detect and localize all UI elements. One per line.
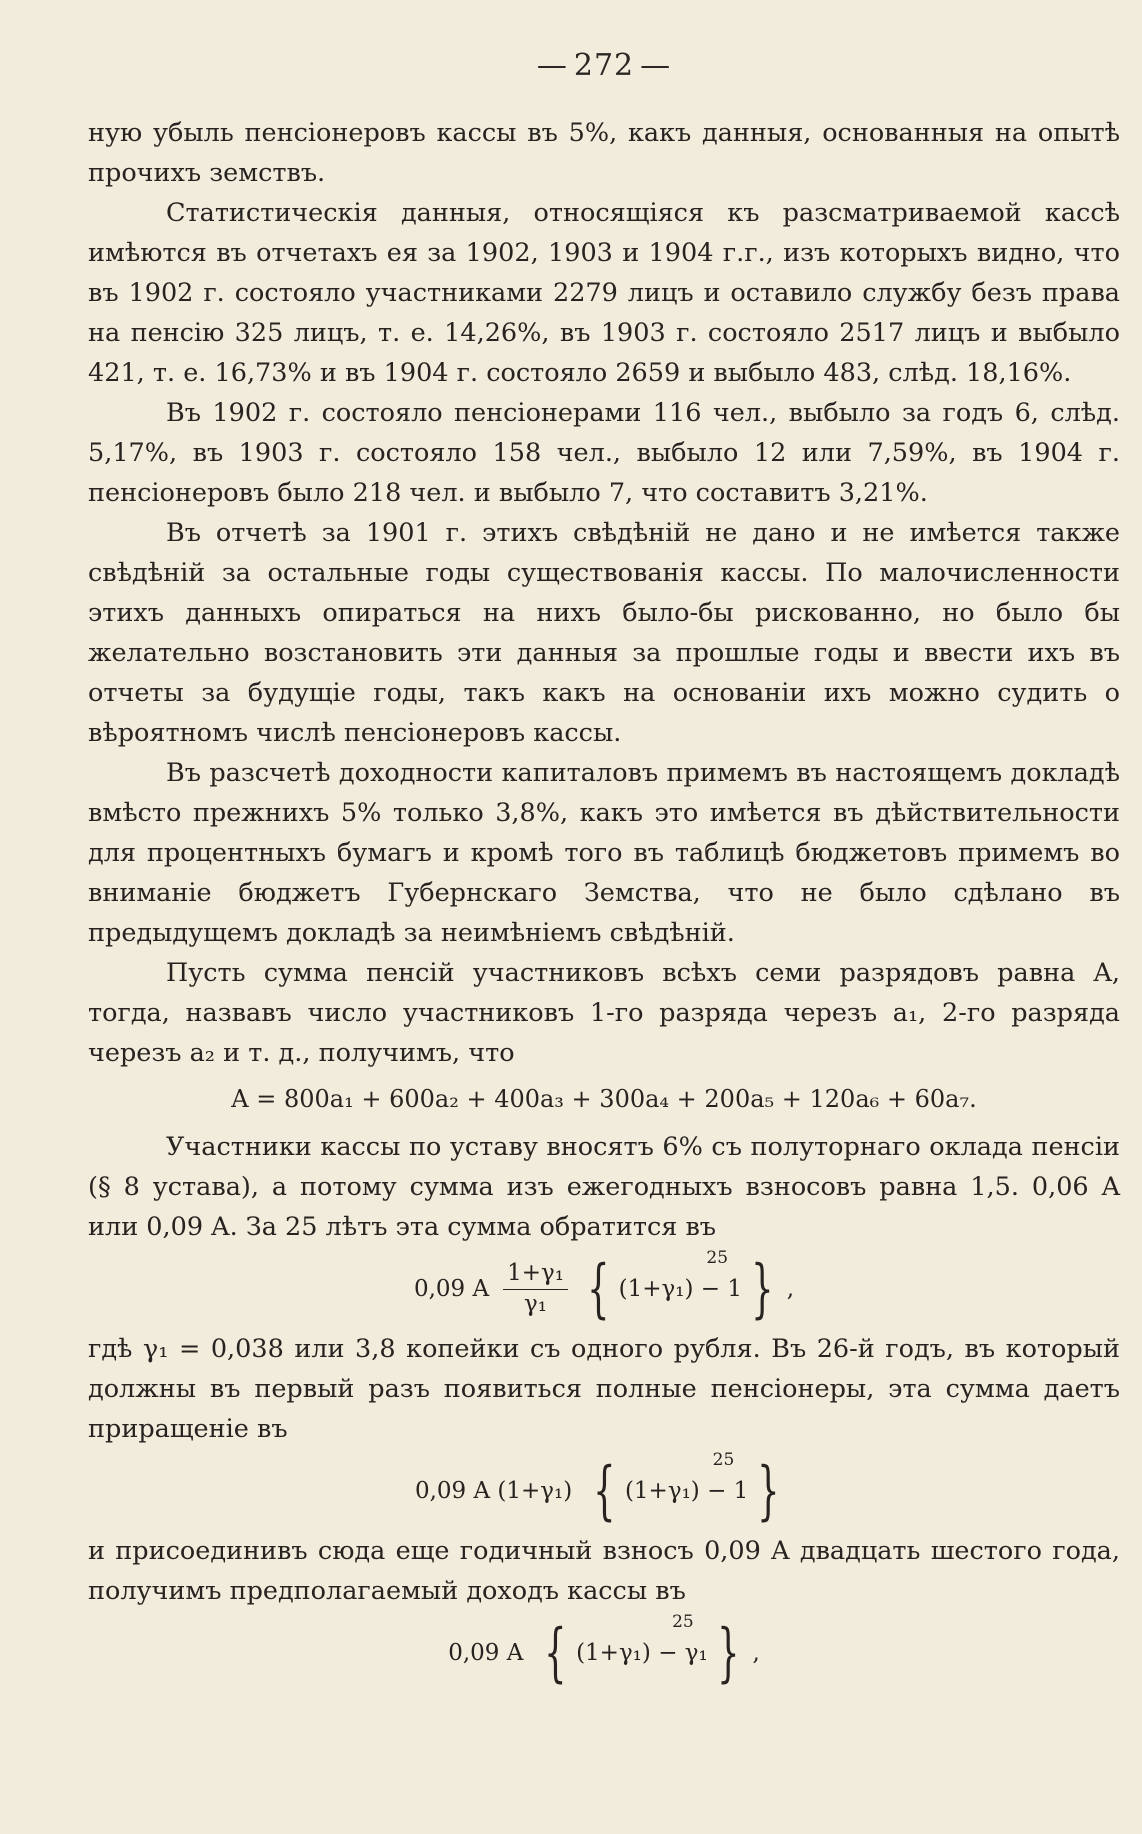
formula4-brace-group bbox=[535, 1612, 748, 1690]
formula4-inner bbox=[576, 1612, 708, 1666]
right-brace: } bbox=[751, 1252, 774, 1326]
formula2-coef: 0,09 A bbox=[413, 1276, 490, 1302]
formula-increment bbox=[88, 1450, 1120, 1528]
formula3-coef: 0,09 A (1+γ₁) bbox=[414, 1478, 573, 1504]
paragraph-1: ную убыль пенсіонеровъ кассы въ 5%, какъ данныя, основанныя на опытѣ прочихъ земствъ. bbox=[88, 118, 1120, 188]
paragraph-5: Въ разсчетѣ доходности капиталовъ примемъ въ настоящемъ докладѣ вмѣсто прежнихъ 5% только 3,8%, какъ это имѣется въ дѣйствительности для процентныхъ бумагъ и кромѣ того въ таблицѣ бюджетовъ примемъ во вниманіе бюджетъ Губернскаго Земства, что не было сдѣлано въ предыдущемъ докладѣ за неимѣніемъ свѣдѣній. bbox=[88, 758, 1120, 948]
formula-expected-income bbox=[88, 1612, 1120, 1690]
paragraph-2: Статистическія данныя, относящіяся къ разсматриваемой кассѣ имѣются въ отчетахъ ея за 1902, 1903 и 1904 г.г., изъ которыхъ видно, что въ 1902 г. состояло участниками 2279 лицъ и оставило службу безъ права на пенсію 325 лицъ, т. е. 14,26%, въ 1903 г. состояло 2517 лицъ и выбыло 421, т. е. 16,73% и въ 1904 г. состояло 2659 и выбыло 483, слѣд. 18,16%. bbox=[88, 198, 1120, 388]
formula3-inner bbox=[624, 1450, 749, 1504]
folio-dash-right: — bbox=[640, 48, 672, 83]
formula2-fraction bbox=[503, 1261, 568, 1317]
page-number-value: 272 bbox=[573, 48, 635, 83]
paragraph-6: Пусть сумма пенсій участниковъ всѣхъ семи разрядовъ равна A, тогда, назвавъ число участниковъ 1-го разряда черезъ a₁, 2-го разряда черезъ a₂ и т. д., получимъ, что bbox=[88, 958, 1120, 1068]
paragraph-7: Участники кассы по уставу вносятъ 6% съ полуторнаго оклада пенсіи (§ 8 устава), а потому сумма изъ ежегодныхъ взносовъ равна 1,5. 0,06 A или 0,09 A. За 25 лѣтъ эта сумма обратится въ bbox=[88, 1132, 1120, 1242]
formula2-denominator: γ₁ bbox=[524, 1290, 547, 1317]
formula2-inner bbox=[618, 1248, 743, 1302]
formula4-tail: , bbox=[752, 1640, 760, 1666]
paragraph-3: Въ 1902 г. состояло пенсіонерами 116 чел., выбыло за годъ 6, слѣд. 5,17%, въ 1903 г. состояло 158 чел., выбыло 12 или 7,59%, въ 1904 г. пенсіонеровъ было 218 чел. и выбыло 7, что составитъ 3,21%. bbox=[88, 398, 1120, 508]
left-brace: { bbox=[593, 1454, 616, 1528]
paragraph-9: и присоединивъ сюда еще годичный взносъ 0,09 A двадцать шестого года, получимъ предполагаемый доходъ кассы въ bbox=[88, 1536, 1120, 1606]
paragraph-4: Въ отчетѣ за 1901 г. этихъ свѣдѣній не дано и не имѣется также свѣдѣній за остальные годы существованія кассы. По малочисленности этихъ данныхъ опираться на нихъ было-бы рискованно, но было бы желательно возстановить эти данныя за прошлые годы и ввести ихъ въ отчеты за будущіе годы, такъ какъ на основаніи ихъ можно судить о вѣроятномъ числѣ пенсіонеровъ кассы. bbox=[88, 518, 1120, 748]
formula2-numerator: 1+γ₁ bbox=[503, 1261, 568, 1289]
folio-dash-left: — bbox=[536, 48, 568, 83]
paragraph-8: гдѣ γ₁ = 0,038 или 3,8 копейки съ одного рубля. Въ 26-й годъ, въ который должны въ первый разъ появиться полные пенсіонеры, эта сумма даетъ приращеніе въ bbox=[88, 1334, 1120, 1444]
formula4-inner-text: (1+γ₁) − γ₁ bbox=[576, 1640, 708, 1666]
formula-pension-sum: A = 800a₁ + 600a₂ + 400a₃ + 300a₄ + 200a₅ + 120a₆ + 60a₇. bbox=[231, 1085, 977, 1113]
left-brace: { bbox=[587, 1252, 610, 1326]
formula2-brace-group bbox=[578, 1248, 783, 1326]
formula2-tail: , bbox=[786, 1276, 795, 1302]
right-brace: } bbox=[757, 1454, 780, 1528]
right-brace: } bbox=[716, 1616, 740, 1690]
formula2-exponent: 25 bbox=[706, 1248, 729, 1268]
formula3-brace-group bbox=[584, 1450, 789, 1528]
formula4-exponent: 25 bbox=[672, 1612, 694, 1632]
formula3-inner-text: (1+γ₁) − 1 bbox=[624, 1478, 749, 1504]
formula4-coef: 0,09 A bbox=[448, 1640, 524, 1666]
formula-accumulated-sum bbox=[88, 1248, 1120, 1326]
page-number bbox=[88, 48, 1120, 83]
left-brace: { bbox=[544, 1616, 567, 1690]
formula2-inner-text: (1+γ₁) − 1 bbox=[618, 1276, 743, 1302]
formula3-exponent: 25 bbox=[712, 1450, 735, 1470]
